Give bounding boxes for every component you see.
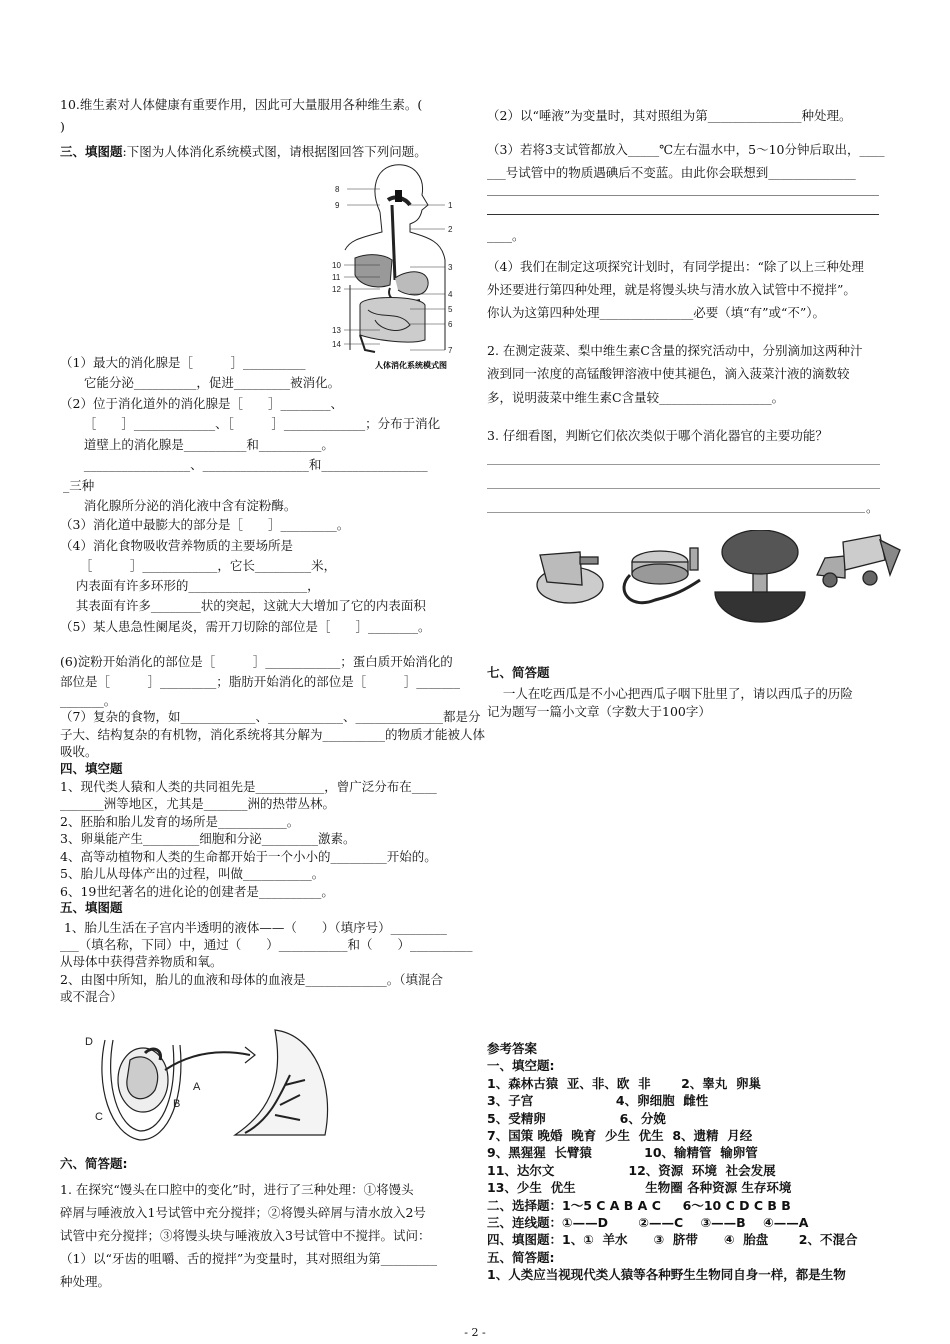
right-text-line: 外还要进行第四种处理，就是将馒头块与清水放入试管中不搅拌”。 [487, 282, 856, 297]
answer-key-line: 三、连线题：①——D ②——C ③——B ④——A [487, 1215, 809, 1230]
dump-truck-image [817, 535, 900, 587]
answer-key-line: 四、填图题：1、① 羊水 ③ 脐带 ④ 胎盘 2、不混合 [487, 1232, 858, 1248]
digestive-label-4: 4 [448, 290, 453, 299]
left-text-line: ) [60, 119, 65, 134]
digestive-label-1: 1 [448, 201, 453, 210]
digestive-label-8: 8 [335, 185, 340, 194]
right-text-line: （2）以“唾液”为变量时，其对照组为第_______________种处理。 [487, 108, 852, 123]
left-text-line: 碎屑与唾液放入1号试管中充分搅拌；②将馒头碎屑与清水放入2号 [60, 1205, 426, 1220]
left-text-line: 5、胎儿从母体产出的过程，叫做___________。 [60, 866, 325, 881]
right-text-line: （4）我们在制定这项探究计划时，有同学提出：“除了以上三种处理 [487, 259, 864, 274]
left-text-line: 1. 在探究“馒头在口腔中的变化”时，进行了三种处理：①将馒头 [60, 1182, 414, 1197]
left-text-line: 吸收。 [60, 744, 98, 759]
left-text-line: （7）复杂的食物，如____________、____________、______________都是分 [60, 709, 481, 724]
answer-rule [487, 464, 880, 465]
right-text-line: 液到同一浓度的高锰酸钾溶液中使其褪色，滴入菠菜汁液的滴数较 [487, 366, 850, 381]
left-text-line: (6)淀粉开始消化的部位是［ ］____________；蛋白质开始消化的 [60, 654, 453, 669]
fetus-label-a: A [193, 1081, 201, 1093]
digestive-label-2: 2 [448, 225, 453, 234]
answer-key-line: 参考答案 [487, 1041, 538, 1056]
answer-key-line: 一、填空题: [487, 1058, 555, 1074]
answer-key-line: 1、森林古猿 亚、非、欧 非 2、睾丸 卵巢 [487, 1075, 761, 1091]
answer-key-line: 五、简答题: [487, 1249, 555, 1265]
digestive-label-9: 9 [335, 201, 340, 210]
answer-rule [487, 195, 879, 196]
tree-roots-image [715, 530, 805, 622]
section-3-label: 三、填图题 [60, 144, 123, 159]
fetus-label-c: C [95, 1111, 103, 1123]
left-text-line: ［ ］____________，它长_________米， [60, 558, 337, 573]
digestive-label-7: 7 [448, 346, 453, 355]
answer-key-line: 9、黑猩猩 长臂猿 10、输精管 输卵管 [487, 1145, 758, 1161]
left-text-line: 3、卵巢能产生_________细胞和分泌_________激素。 [60, 831, 356, 846]
left-text-line: ___（填名称，下同）中，通过（ ）___________和（ ）__________ [60, 937, 473, 952]
digestive-system-figure [330, 160, 460, 372]
left-text-line: 道壁上的消化腺是__________和__________。 [60, 437, 334, 452]
section-6-heading: 六、简答题: [60, 1156, 128, 1171]
left-text-line: 内表面有许多环形的___________________， [60, 578, 320, 593]
right-text-line: 。 [866, 500, 879, 515]
left-text-line: ［ ］_____________、［ ］_____________；分布于消化 [60, 416, 441, 431]
answer-key-line: 13、少生 优生 生物圈 各种资源 生存环境 [487, 1180, 792, 1196]
left-text-line: （1）以“牙齿的咀嚼、舌的搅拌”为变量时，其对照组为第_________ [60, 1251, 437, 1266]
right-text-line: 多，说明菠菜中维生素C含量较__________________。 [487, 390, 785, 405]
left-text-line: 子大、结构复杂的有机物，消化系统将其分解为__________的物质才能被人体 [60, 727, 486, 742]
left-text-line: _________________、_________________和_________________ [60, 457, 428, 472]
section-7-heading: 七、简答题 [487, 665, 550, 680]
fetus-uterus-figure [85, 1025, 335, 1145]
fetus-label-b: B [173, 1098, 181, 1110]
digestive-label-3: 3 [448, 263, 453, 272]
left-text-line: 其表面有许多________状的突起，这就大大增加了它的内表面积 [60, 598, 426, 613]
answer-rule [487, 214, 879, 215]
right-text-line: ____。 [487, 228, 525, 243]
section-3-heading [60, 143, 427, 161]
figure-caption: 人体消化系统模式图 [375, 361, 447, 370]
left-text-line: （5）某人患急性阑尾炎，需开刀切除的部位是［ ］________。 [60, 619, 431, 634]
section-4-heading: 四、填空题 [60, 761, 123, 776]
right-text-line: 3. 仔细看图，判断它们依次类似于哪个消化器官的主要功能？ [487, 428, 828, 443]
left-text-line: 2、胚胎和胎儿发育的场所是___________。 [60, 814, 300, 829]
answer-key-line: 二、选择题：1～5 C A B A C 6～10 C D C B B [487, 1197, 791, 1213]
section-3-text: :下图为人体消化系统模式图，请根据图回答下列问题。 [122, 144, 427, 159]
answer-key-line: 11、达尔文 12、资源 环境 社会发展 [487, 1162, 776, 1178]
digestive-label-13: 13 [332, 326, 341, 335]
left-text-line: 部位是［ ］_________；脂肪开始消化的部位是［ ］_______ [60, 674, 461, 689]
answer-key-line: 7、国策 晚婚 晚育 少生 优生 8、遗精 月经 [487, 1128, 753, 1143]
millstone-image [624, 548, 700, 603]
digestive-label-6: 6 [448, 320, 453, 329]
digestive-label-14: 14 [332, 340, 341, 349]
digestive-label-12: 12 [332, 285, 341, 294]
right-text-line: ___号试管中的物质遇碘后不变蓝。由此你会联想到______________ [487, 165, 856, 180]
left-text-line: _______。 [60, 693, 117, 708]
cleaver-chopping-image [537, 552, 603, 603]
answer-key-line: 1、人类应当视现代类人猿等各种野生生物同自身一样，都是生物 [487, 1267, 846, 1283]
left-text-line: 6、19世纪著名的进化论的创建者是__________。 [60, 884, 334, 899]
left-text-line: 它能分泌__________，促进_________被消化。 [60, 375, 341, 390]
right-text-line: （3）若将3支试管都放入_____℃左右温水中，5～10分钟后取出，____ [487, 142, 885, 157]
left-text-line: （1）最大的消化腺是［ ］__________ [60, 355, 306, 370]
left-text-line: 4、高等动植物和人类的生命都开始于一个小小的_________开始的。 [60, 849, 437, 864]
answer-rule [487, 512, 865, 513]
left-text-line: 10.维生素对人体健康有重要作用，因此可大量服用各种维生素。( [60, 97, 423, 112]
section-5-heading: 五、填图题 [60, 900, 123, 915]
left-text-line: 1、现代类人猿和人类的共同祖先是___________，曾广泛分布在____ [60, 779, 437, 794]
left-text-line: 1、胎儿生活在子宫内半透明的液体——（ ）（填序号）_________ [60, 920, 447, 935]
right-text-line: 2. 在测定菠菜、梨中维生素C含量的探究活动中，分别滴加这两种汁 [487, 343, 863, 358]
mouth-organ-mark [395, 190, 402, 202]
answer-key-line: 3、子宫 4、卵细胞 雌性 [487, 1093, 709, 1109]
left-text-line: （2）位于消化道外的消化腺是［ ］________、 [60, 396, 343, 411]
right-text-line: 一人在吃西瓜是不小心把西瓜子咽下肚里了，请以西瓜子的历险 [487, 686, 853, 701]
left-text-line: 从母体中获得营养物质和氧。 [60, 954, 223, 969]
left-text-line: 2、由图中所知，胎儿的血液和母体的血液是_____________。（填混合 [60, 972, 443, 987]
digestive-label-10: 10 [332, 261, 341, 270]
left-text-line: 试管中充分搅拌；③将馒头块与唾液放入3号试管中不搅拌。试问： [60, 1228, 431, 1243]
digestive-label-5: 5 [448, 305, 453, 314]
right-text-line: 记为题写一篇小文章（字数大于100字） [487, 704, 711, 719]
left-text-line: 种处理。 [60, 1274, 111, 1289]
digestive-label-11: 11 [332, 273, 341, 282]
left-text-line: （3）消化道中最膨大的部分是［ ］_________。 [60, 517, 350, 532]
left-text-line: 或不混合） [60, 989, 123, 1004]
page-number: - 2 - [464, 1326, 486, 1339]
answer-rule [487, 488, 880, 489]
left-text-line: 消化腺所分泌的消化液中含有淀粉酶。 [60, 498, 297, 513]
fetus-label-d: D [85, 1036, 93, 1048]
answer-key-line: 5、受精卵 6、分娩 [487, 1110, 666, 1126]
left-text-line: （4）消化食物吸收营养物质的主要场所是 [60, 538, 293, 553]
left-text-line: _三种 [63, 478, 95, 493]
right-text-line: 你认为这第四种处理_______________必要（填“有”或“不”）。 [487, 305, 826, 320]
digestive-analogy-images [535, 530, 915, 625]
left-text-line: _______洲等地区，尤其是_______洲的热带丛林。 [60, 796, 336, 811]
